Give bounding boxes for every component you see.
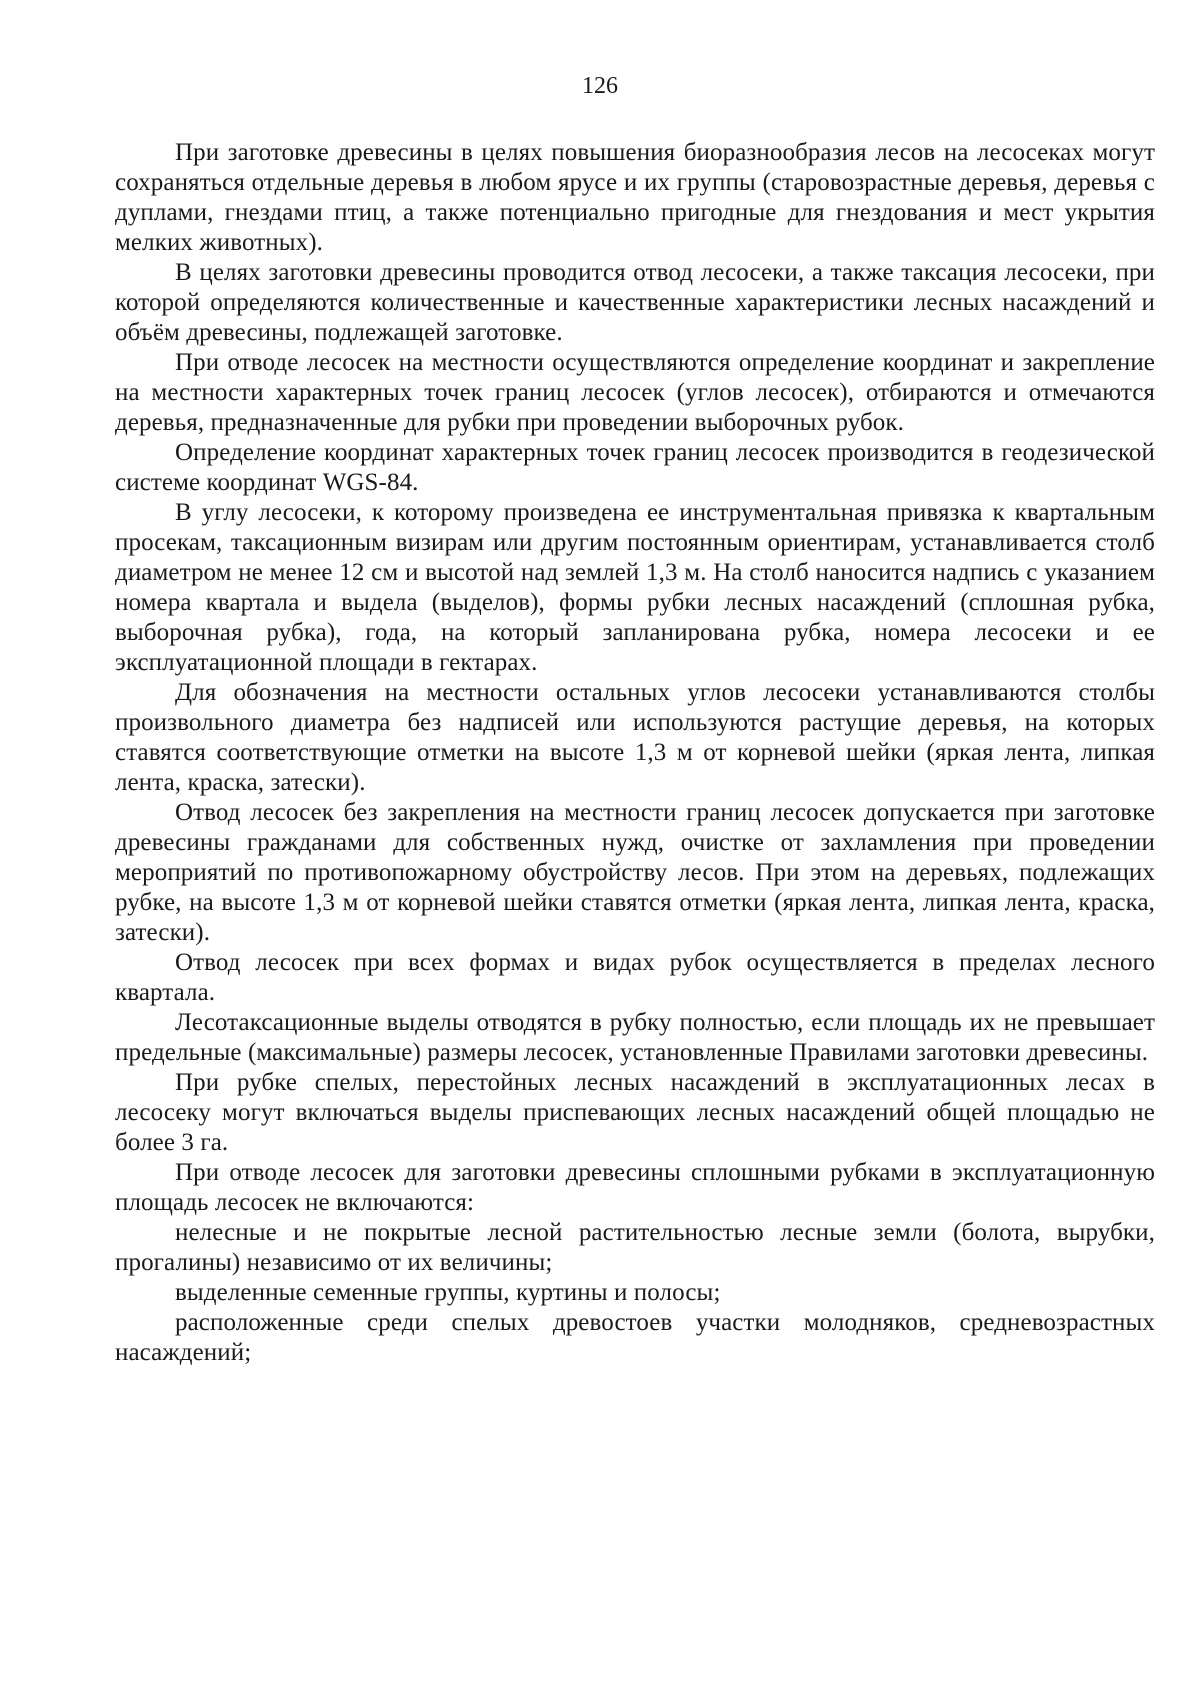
paragraph: Определение координат характерных точек границ лесосек производится в геодезической системе координат WGS-84. xyxy=(115,439,1155,496)
paragraph: Отвод лесосек без закрепления на местности границ лесосек допускается при заготовке древесины гражданами для собственных нужд, очистке от захламления при проведении мероприятий по противопожарному обустройству лесов. При этом на деревьях, подлежащих рубке, на высоте 1,3 м от корневой шейки ставятся отметки (яркая лента, липкая лента, краска, затески). xyxy=(115,799,1155,946)
paragraph: В углу лесосеки, к которому произведена ее инструментальная привязка к квартальным просекам, таксационным визирам или другим постоянным ориентирам, устанавливается столб диаметром не менее 12 см и высотой над землей 1,3 м. На столб наносится надпись с указанием номера квартала и выдела (выделов), формы рубки лесных насаждений (сплошная рубка, выборочная рубка), года, на который запланирована рубка, номера лесосеки и ее эксплуатационной площади в гектарах. xyxy=(115,499,1155,676)
paragraph: Лесотаксационные выделы отводятся в рубку полностью, если площадь их не превышает предельные (максимальные) размеры лесосек, установленные Правилами заготовки древесины. xyxy=(115,1009,1155,1066)
paragraph: Для обозначения на местности остальных углов лесосеки устанавливаются столбы произвольного диаметра без надписей или используются растущие деревья, на которых ставятся соответствующие отметки на высоте 1,3 м от корневой шейки (яркая лента, липкая лента, краска, затески). xyxy=(115,679,1155,796)
list-item: расположенные среди спелых древостоев участки молодняков, средневозрастных насаждений; xyxy=(115,1309,1155,1366)
paragraph: В целях заготовки древесины проводится отвод лесосеки, а также таксация лесосеки, при которой определяются количественные и качественные характеристики лесных насаждений и объём древесины, подлежащей заготовке. xyxy=(115,259,1155,346)
paragraph: При отводе лесосек для заготовки древесины сплошными рубками в эксплуатационную площадь лесосек не включаются: xyxy=(115,1159,1155,1216)
paragraph: При заготовке древесины в целях повышения биоразнообразия лесов на лесосеках могут сохраняться отдельные деревья в любом ярусе и их группы (старовозрастные деревья, деревья с дуплами, гнездами птиц, а также потенциально пригодные для гнездования и мест укрытия мелких животных). xyxy=(115,139,1155,256)
page-number: 126 xyxy=(582,73,618,99)
paragraph: При отводе лесосек на местности осуществляются определение координат и закрепление на местности характерных точек границ лесосек (углов лесосек), отбираются и отмечаются деревья, предназначенные для рубки при проведении выборочных рубок. xyxy=(115,349,1155,436)
list-item: нелесные и не покрытые лесной растительностью лесные земли (болота, вырубки, прогалины) независимо от их величины; xyxy=(115,1219,1155,1276)
paragraph: Отвод лесосек при всех формах и видах рубок осуществляется в пределах лесного квартала. xyxy=(115,949,1155,1006)
document-body xyxy=(115,138,1155,1368)
paragraph: При рубке спелых, перестойных лесных насаждений в эксплуатационных лесах в лесосеку могут включаться выделы приспевающих лесных насаждений общей площадью не более 3 га. xyxy=(115,1069,1155,1156)
list-item: выделенные семенные группы, куртины и полосы; xyxy=(175,1279,721,1306)
